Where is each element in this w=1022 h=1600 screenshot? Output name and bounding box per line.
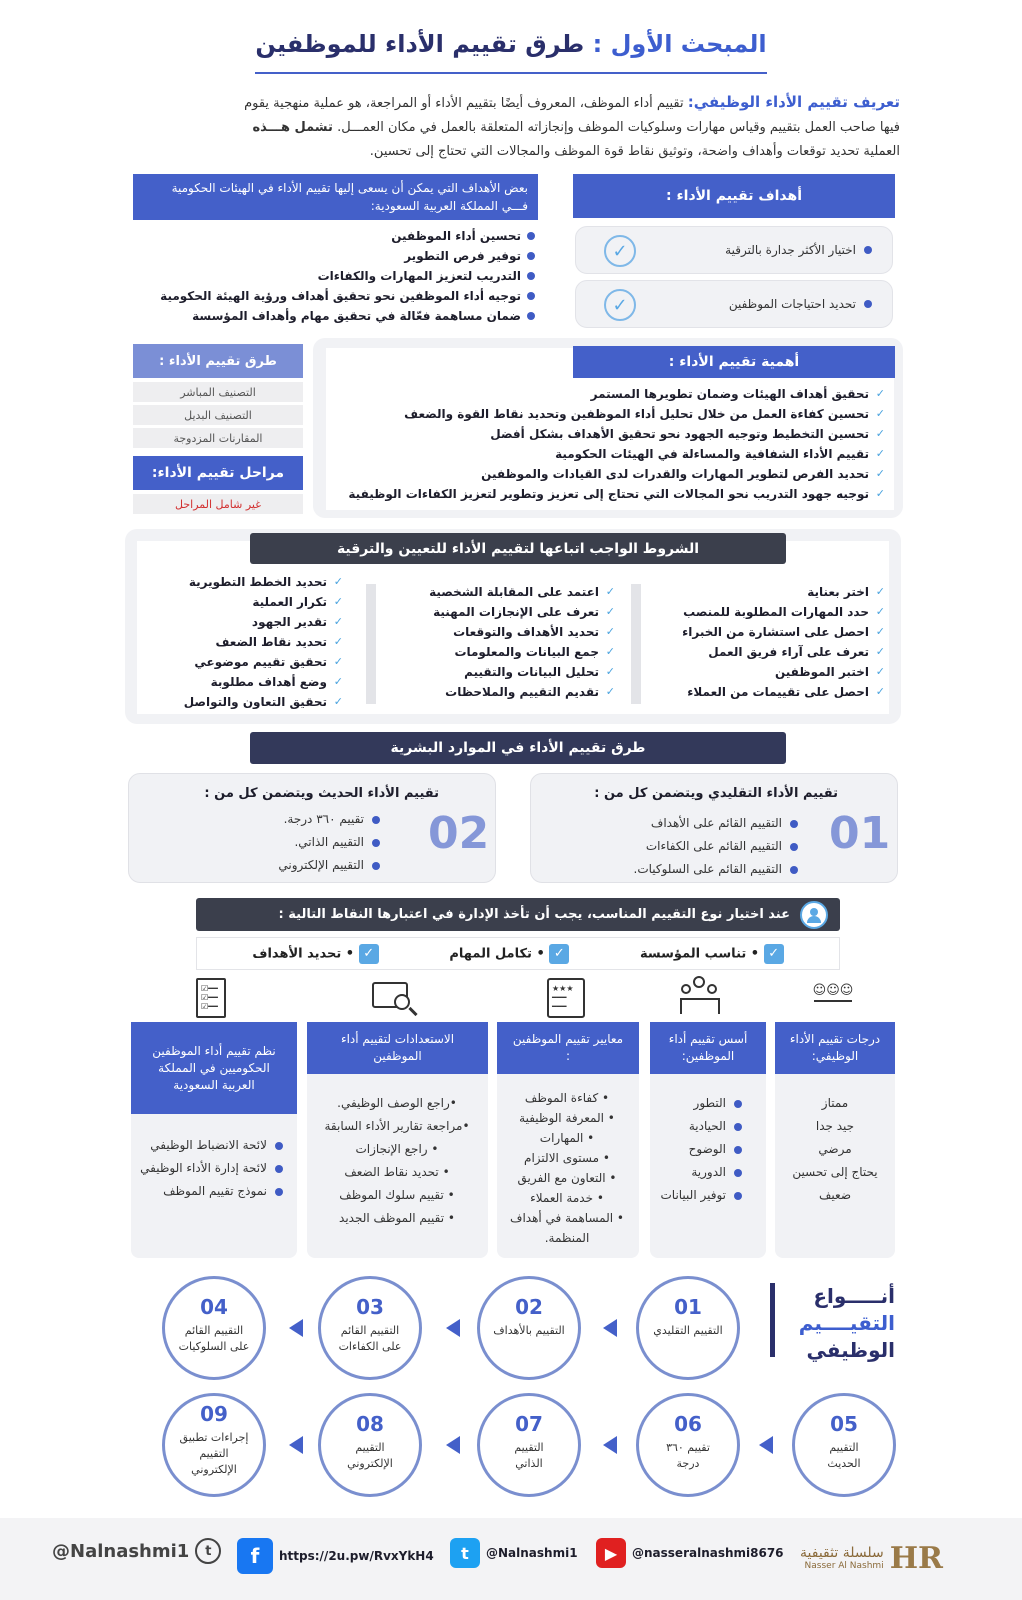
type-circle: 08 التقييم الإلكتروني xyxy=(318,1393,422,1497)
list-item: ✓ اعتمد على المقابلة الشخصية xyxy=(387,582,617,602)
traditional-list xyxy=(590,812,800,881)
list-item: توفير فرص التطوير xyxy=(117,246,537,266)
definition-label: تعريف تقييم الأداء الوظيفي: xyxy=(687,93,900,111)
list-item: لائحة إدارة الأداء الوظيفي xyxy=(135,1157,285,1180)
footer-handle: @Nalnashmi1 xyxy=(52,1540,190,1562)
definition-line2: فيها صاحب العمل بتقييم وقياس مهارات وسلوكيات الموظف وإنجازاته المتعلقة بالعمل في مكان العمـــل. xyxy=(337,120,900,135)
inspection-icon xyxy=(372,982,418,1018)
list-item: ✓ تقدير الجهود xyxy=(145,612,345,632)
list-item: • المساهمة في أهداف المنظمة. xyxy=(510,1211,624,1245)
type-circle: 04 التقييم القائم على السلوكيات xyxy=(162,1276,266,1380)
divider xyxy=(631,584,641,704)
list-item: ✓ احصل على تقييمات من العملاء xyxy=(647,682,887,702)
twitter-link[interactable] xyxy=(450,1538,578,1568)
selection-points xyxy=(196,937,840,970)
list-item: ممتاز xyxy=(821,1096,849,1110)
arrow-left-icon xyxy=(603,1436,617,1454)
list-item: تحسين أداء الموظفين xyxy=(117,226,537,246)
list-item: • المعرفة الوظيفية xyxy=(519,1111,615,1125)
method-item: التصنيف البديل xyxy=(133,405,303,425)
checkbox-icon: ✓ xyxy=(764,944,784,964)
list-item: التدريب لتعزيز المهارات والكفاءات xyxy=(117,266,537,286)
list-item: ✓ تحديد الخطط التطويرية xyxy=(145,572,345,592)
list-item: ✓ تحديد نقاط الضعف xyxy=(145,632,345,652)
list-item: • تقييم سلوك الموظف xyxy=(339,1188,455,1202)
rating-faces-icon: ☺☺☺ xyxy=(808,983,858,1011)
definition-bold: تشمل هـــذه xyxy=(252,120,333,135)
title-part1: المبحث الأول : xyxy=(584,30,767,58)
list-item: • راجع الإنجازات xyxy=(355,1142,439,1156)
list-item: • التعاون مع الفريق xyxy=(517,1171,617,1185)
brand-ar: سلسلة تثقيفية xyxy=(800,1545,884,1561)
selection-point-text: تحديد الأهداف xyxy=(252,946,342,961)
divider xyxy=(366,584,376,704)
twitter-handle: @Nalnashmi1 xyxy=(486,1546,578,1560)
methods-side-header: طرق تقييم الأداء : xyxy=(133,344,303,378)
user-icon xyxy=(800,901,828,929)
list-item: التقييم القائم على السلوكيات. xyxy=(590,858,800,881)
bases-list xyxy=(650,1092,744,1207)
list-item: ✓ وضع أهداف مطلوبة xyxy=(145,672,345,692)
traditional-title: تقييم الأداء التقليدي ويتضمن كل من : xyxy=(594,786,838,801)
list-item: ✓ جمع البيانات والمعلومات xyxy=(387,642,617,662)
facebook-icon: f xyxy=(237,1538,273,1574)
arrow-left-icon xyxy=(289,1436,303,1454)
list-item: • تحديد نقاط الضعف xyxy=(344,1165,450,1179)
twitter-circle-icon: t xyxy=(195,1538,221,1564)
arrow-left-icon xyxy=(446,1319,460,1337)
title-part2: طرق تقييم الأداء للموظفين xyxy=(255,30,585,58)
list-item: جيد جدا xyxy=(815,1119,855,1133)
ratings-list xyxy=(775,1092,895,1207)
types-title-line3: الوظيفي xyxy=(806,1338,895,1362)
goals-header: أهداف تقييم الأداء : xyxy=(573,174,895,218)
importance-header: أهمية تقييم الأداء : xyxy=(573,346,895,378)
type-circle: 03 التقييم القائم على الكفاءات xyxy=(318,1276,422,1380)
list-item: توفير البيانات xyxy=(650,1184,744,1207)
selection-header xyxy=(196,898,840,931)
bases-header: أسس تقييم أداء الموظفين: xyxy=(650,1022,766,1074)
arrow-left-icon xyxy=(289,1319,303,1337)
types-divider xyxy=(770,1283,775,1357)
conditions-col3 xyxy=(145,572,345,712)
twitter-icon: t xyxy=(450,1538,480,1568)
definition-line1: تقييم أداء الموظف، المعروف أيضًا بتقييم الأداء أو المراجعة، هو عملية منهجية يقوم xyxy=(244,96,684,111)
conditions-col1 xyxy=(647,582,887,702)
list-item: ✓ حدد المهارات المطلوبة للمنصب xyxy=(647,602,887,622)
criteria-list xyxy=(502,1088,632,1248)
systems-header: نظم تقييم أداء الموظفين الحكوميين في المملكة العربية السعودية xyxy=(131,1022,297,1114)
youtube-handle: @nasseralnashmi8676 xyxy=(632,1546,784,1560)
list-item: ✓ تحقيق التعاون والتواصل xyxy=(145,692,345,712)
list-item: ✓ تقديم التقييم والملاحظات xyxy=(387,682,617,702)
list-item: ✓ تعرف على آراء فريق العمل xyxy=(647,642,887,662)
brand-en: Nasser Al Nashmi xyxy=(804,1561,884,1571)
selection-point: ✓ • تحديد الأهداف xyxy=(252,944,378,964)
modern-number: 02 xyxy=(428,808,490,859)
check-circle-icon: ✓ xyxy=(604,289,636,321)
goal-item-2 xyxy=(575,280,893,328)
list-item: ✓ تقييم الأداء الشفافية والمساءلة في الهيئات الحكومية xyxy=(327,444,887,464)
goal-text-1: اختيار الأكثر جدارة بالترقية xyxy=(725,243,856,257)
goal-text-2: تحديد احتياجات الموظفين xyxy=(728,297,856,311)
facebook-link[interactable] xyxy=(237,1538,434,1574)
method-item: المقارنات المزدوجة xyxy=(133,428,303,448)
check-circle-icon: ✓ xyxy=(604,235,636,267)
type-circle: 06 تقييم ٣٦٠ درجة xyxy=(636,1393,740,1497)
list-item: ضمان مساهمة فعّالة في تحقيق مهام وأهداف المؤسسة xyxy=(117,306,537,326)
list-item: التقييم الإلكتروني xyxy=(222,854,382,877)
list-item: ✓ احصل على استشارة من الخبراء xyxy=(647,622,887,642)
selection-header-text: عند اختيار نوع التقييم المناسب، يجب أن تأخذ الإدارة في اعتبارها النقاط التالية : xyxy=(278,907,790,922)
list-item: ✓ تحقيق تقييم موضوعي xyxy=(145,652,345,672)
list-item: • المهارات xyxy=(539,1131,595,1145)
list-item: • خدمة العملاء xyxy=(530,1191,604,1205)
list-item: نموذج تقييم الموظف xyxy=(135,1180,285,1203)
list-item: • كفاءة الموظف xyxy=(524,1091,610,1105)
list-item: • تقييم الموظف الجديد xyxy=(339,1211,455,1225)
youtube-icon: ▶ xyxy=(596,1538,626,1568)
list-item: التقييم الذاتي. xyxy=(222,831,382,854)
type-circle: 02 التقييم بالأهداف xyxy=(477,1276,581,1380)
type-circle: 09 إجراءات تطبيق التقييم الإلكتروني xyxy=(162,1393,266,1497)
document-icon: ☑━━ ☑━━ ☑━━ xyxy=(196,978,226,1018)
list-item: ✓ تحديد الفرص لتطوير المهارات والقدرات لدى القيادات والموظفين xyxy=(327,464,887,484)
list-item: ✓ تحقيق أهداف الهيئات وضمان تطويرها المستمر xyxy=(327,384,887,404)
list-item: التقييم القائم على الكفاءات xyxy=(590,835,800,858)
list-item: ✓ تعرف على الإنجازات المهنية xyxy=(387,602,617,622)
modern-list xyxy=(222,808,382,877)
list-item: التطور xyxy=(650,1092,744,1115)
types-title-line1: أنـــــواع xyxy=(813,1284,895,1308)
list-item: ✓ اختر بعناية xyxy=(647,582,887,602)
types-title xyxy=(785,1283,895,1364)
arrow-left-icon xyxy=(759,1436,773,1454)
list-item: ✓ اختبر الموظفين xyxy=(647,662,887,682)
list-item: • مستوى الالتزام xyxy=(524,1151,610,1165)
checkbox-icon: ✓ xyxy=(549,944,569,964)
list-item: يحتاج إلى تحسين xyxy=(792,1165,878,1179)
list-item: ✓ تكرار العملية xyxy=(145,592,345,612)
goal-item-1 xyxy=(575,226,893,274)
list-item: الحيادية xyxy=(650,1115,744,1138)
conditions-header: الشروط الواجب اتباعها لتقييم الأداء للتعيين والترقية xyxy=(250,533,786,564)
list-item: توجيه أداء الموظفين نحو تحقيق أهداف ورؤية الهيئة الحكومية xyxy=(117,286,537,306)
list-item: ✓ تحليل البيانات والتقييم xyxy=(387,662,617,682)
preparations-list xyxy=(312,1092,482,1230)
brand xyxy=(800,1538,960,1578)
arrow-left-icon xyxy=(603,1319,617,1337)
selection-point-text: تكامل المهام xyxy=(449,946,532,961)
list-item: ✓ تحسين كفاءة العمل من خلال تحليل أداء الموظفين وتحديد نقاط القوة والضعف xyxy=(327,404,887,424)
list-item: •راجع الوصف الوظيفي. xyxy=(337,1096,457,1110)
type-circle: 01 التقييم التقليدي xyxy=(636,1276,740,1380)
title-underline xyxy=(255,72,767,74)
selection-point: ✓ • تناسب المؤسسة xyxy=(640,944,784,964)
systems-list xyxy=(135,1134,285,1203)
hr-logo: HR xyxy=(889,1540,943,1576)
gov-goals-list xyxy=(117,226,537,326)
list-item: مرضي xyxy=(818,1142,852,1156)
list-item: ✓ تحديد الأهداف والتوقعات xyxy=(387,622,617,642)
selection-point-text: تناسب المؤسسة xyxy=(640,946,747,961)
gov-goals-header-text: بعض الأهداف التي يمكن أن يسعى إليها تقييم الأداء في الهيئات الحكومية فـــي المملكة العربية السعودية: xyxy=(171,181,528,213)
traditional-number: 01 xyxy=(829,808,891,859)
list-item: ✓ تحسين التخطيط وتوجيه الجهود نحو تحقيق الأهداف بشكل أفضل xyxy=(327,424,887,444)
modern-title: تقييم الأداء الحديث ويتضمن كل من : xyxy=(204,786,439,801)
team-icon xyxy=(678,976,722,1016)
list-item: لائحة الانضباط الوظيفي xyxy=(135,1134,285,1157)
arrow-left-icon xyxy=(446,1436,460,1454)
page-title xyxy=(0,30,1022,58)
importance-list xyxy=(327,384,887,504)
stages-value: غير شامل المراحل xyxy=(133,494,303,514)
definition xyxy=(130,90,900,164)
types-title-line2: التقيــــيم xyxy=(798,1311,895,1335)
selection-point: ✓ • تكامل المهام xyxy=(449,944,569,964)
twitter-handle-link[interactable] xyxy=(52,1538,221,1564)
list-item: تقييم ٣٦٠ درجة. xyxy=(222,808,382,831)
criteria-header: معايير تقييم الموظفين : xyxy=(497,1022,639,1074)
type-circle: 07 التقييم الذاتي xyxy=(477,1393,581,1497)
stages-header: مراحل تقييم الأداء: xyxy=(133,456,303,490)
preparations-header: الاستعدادات لتقييم أداء الموظفين xyxy=(307,1022,488,1074)
list-item: •مراجعة تقارير الأداء السابقة xyxy=(324,1119,470,1133)
hr-methods-header: طرق تقييم الأداء في الموارد البشرية xyxy=(250,732,786,764)
list-item: ✓ توجيه جهود التدريب نحو المجالات التي تحتاج إلى تعزيز وتطوير لتعزيز الكفاءات الوظيفية xyxy=(327,484,887,504)
list-item: الوضوح xyxy=(650,1138,744,1161)
list-item: الدورية xyxy=(650,1161,744,1184)
definition-line3: العملية تحديد توقعات وأهداف واضحة، وتوثيق نقاط قوة الموظف والمجالات التي تحتاج إلى تحسين. xyxy=(369,144,900,159)
checklist-icon: ★★★ ━━━ ━━━ xyxy=(547,978,585,1018)
list-item: ضعيف xyxy=(818,1188,852,1202)
youtube-link[interactable] xyxy=(596,1538,784,1568)
gov-goals-header xyxy=(133,174,538,220)
conditions-col2 xyxy=(387,582,617,702)
type-circle: 05 التقييم الحديث xyxy=(792,1393,896,1497)
short-link: https://2u.pw/RvxYkH4 xyxy=(279,1549,434,1563)
checkbox-icon: ✓ xyxy=(359,944,379,964)
ratings-header: درجات تقييم الأداء الوظيفي: xyxy=(775,1022,895,1074)
list-item: التقييم القائم على الأهداف xyxy=(590,812,800,835)
method-item: التصنيف المباشر xyxy=(133,382,303,402)
